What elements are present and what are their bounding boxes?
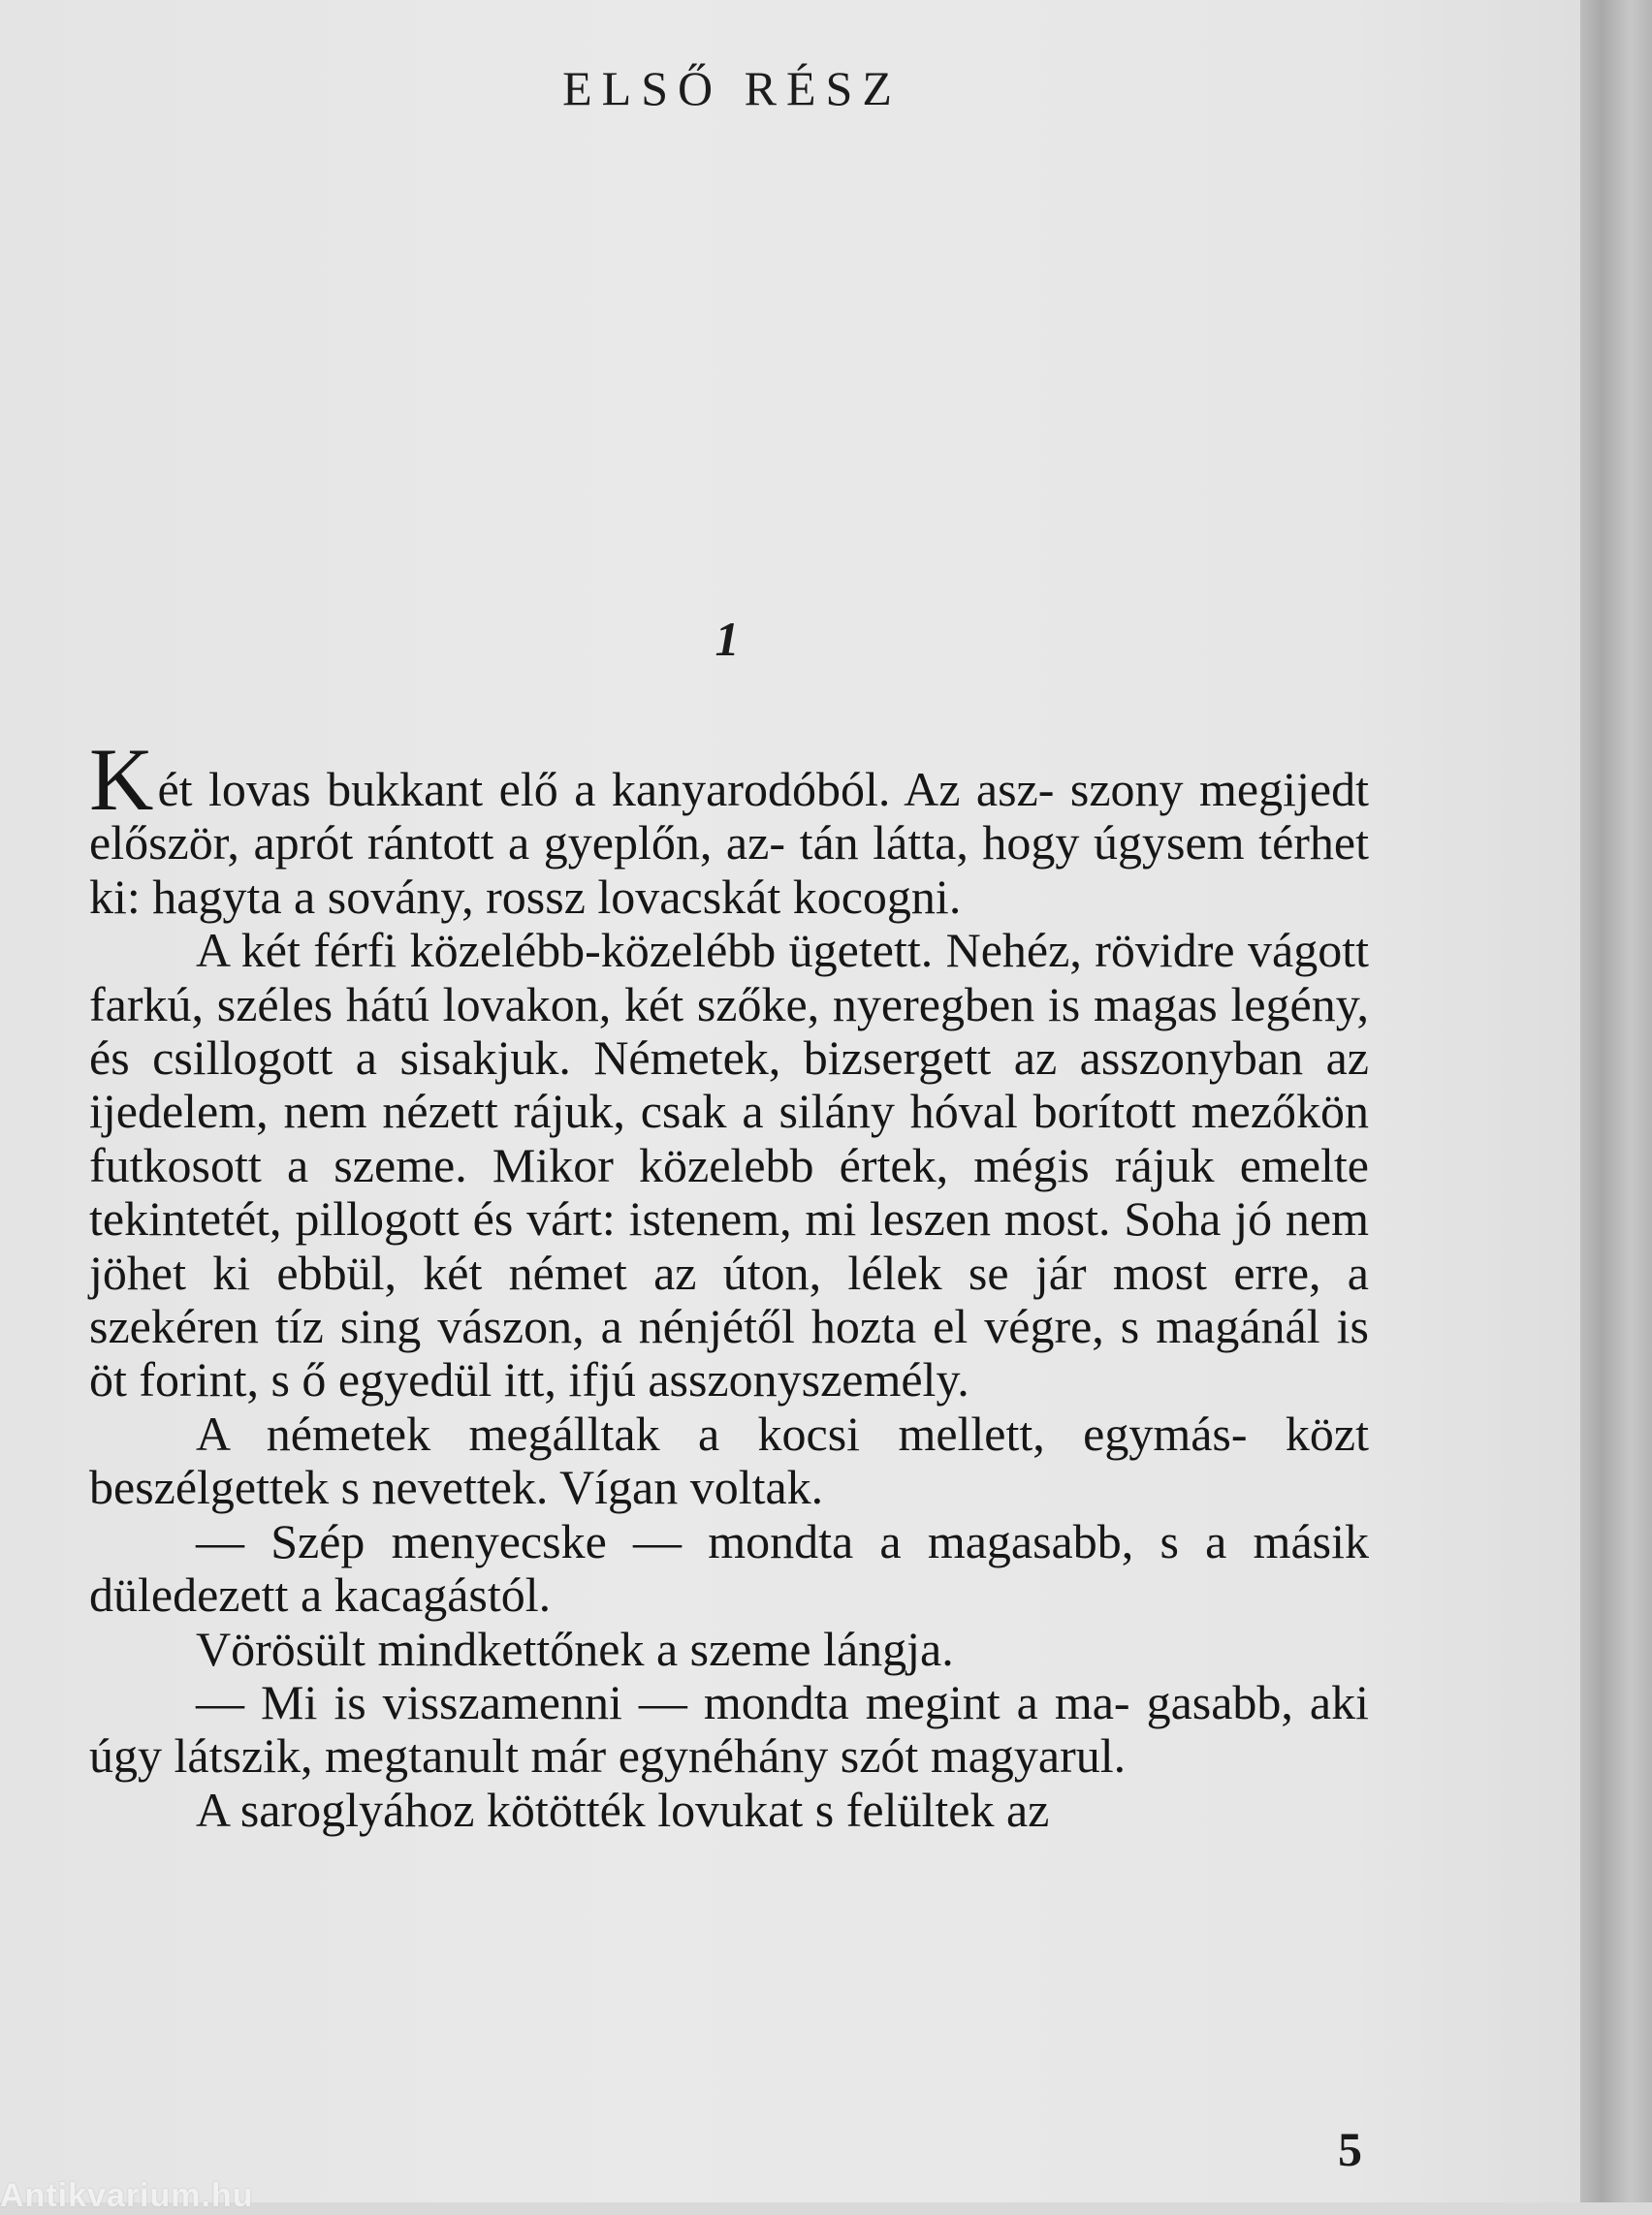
paragraph-7: A saroglyához kötötték lovukat s felültek az [196, 1782, 1050, 1837]
paragraph-2: A két férfi közelébb-közelébb ügetett. Nehéz, rövidre vágott farkú, széles hátú lovakon, két szőke, nyeregben is magas legény, és csillogott a sisakjuk. Németek, bizsergett az asszonyban az ijedelem, nem nézett rájuk, csak a silány hóval borított mezőkön futkosott a szeme. Mikor közelebb értek, mégis rájuk emelte tekintetét, pillogott és várt: istenem, mi leszen most. Soha jó nem jöhet ki ebbül, két német az úton, lélek se jár most erre, a szekéren tíz sing vászon, a nénjétől hozta el végre, s magánál is öt forint, s ő egyedül itt, ifjú asszonyszemély. [89, 923, 1369, 1408]
paragraph-1 [89, 730, 1369, 924]
paragraph-4: — Szép menyecske — mondta a magasabb, s a másik düledezett a kacagástól. [89, 1513, 1369, 1623]
chapter-number: 1 [715, 612, 740, 666]
drop-cap: K [89, 730, 154, 829]
paragraph-5: Vörösült mindkettőnek a szeme lángja. [196, 1621, 954, 1676]
part-title: ELSŐ RÉSZ [562, 61, 902, 115]
paragraph-1-text: ét lovas bukkant elő a kanyarodóból. Az asz- szony megijedt először, aprót rántott a gyeplőn, az- tán látta, hogy úgysem térhet ki: hagyta a sovány, rossz lovacskát kocogni. [89, 762, 1369, 924]
body-text [89, 730, 1369, 1837]
page-number: 5 [1338, 2122, 1362, 2176]
book-spine-edge [1580, 0, 1652, 2202]
paragraph-3: A németek megálltak a kocsi mellett, egymás- közt beszélgettek s nevettek. Vígan voltak. [89, 1406, 1369, 1515]
watermark: Antikvarium.hu [0, 2177, 254, 2214]
paragraph-6: — Mi is visszamenni — mondta megint a ma- gasabb, aki úgy látszik, megtanult már egynéhány szót magyarul. [89, 1674, 1369, 1784]
